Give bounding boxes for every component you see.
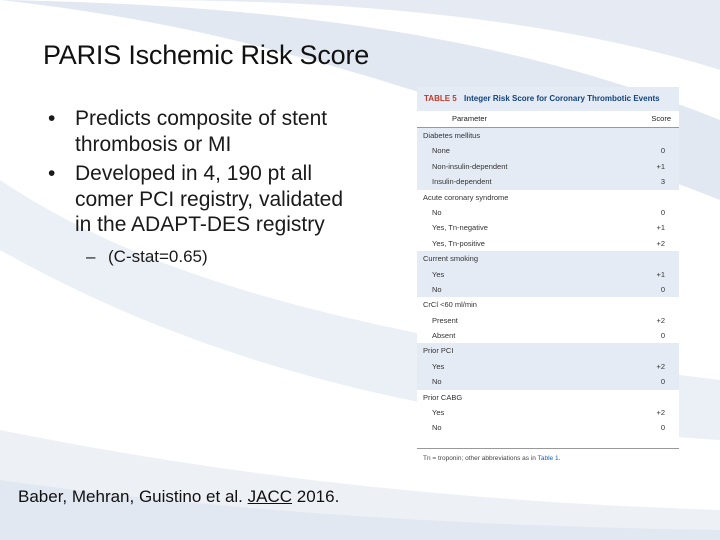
row-label: Prior PCI: [423, 346, 454, 356]
row-label: Acute coronary syndrome: [423, 192, 509, 202]
row-score: +1: [656, 223, 665, 233]
row-score: +2: [656, 361, 665, 371]
table-group-row: [417, 190, 679, 205]
risk-score-table: [417, 87, 679, 471]
table-label: TABLE 5: [424, 94, 457, 103]
row-label: No: [432, 423, 442, 433]
bullet-item: [48, 106, 348, 157]
bullet-marker: •: [48, 162, 56, 185]
table-body: [417, 128, 679, 436]
citation-journal: JACC: [247, 487, 293, 506]
row-label: No: [432, 207, 442, 217]
table-group-row: [417, 251, 679, 266]
row-score: 0: [660, 146, 665, 156]
table-header: [417, 87, 679, 111]
column-header-parameter: Parameter: [452, 114, 488, 123]
row-score: +2: [656, 408, 665, 418]
table-row: [417, 405, 679, 420]
row-label: No: [432, 377, 442, 387]
table-row: [417, 267, 679, 282]
row-score: +2: [656, 315, 665, 325]
sub-bullet-text: (C-stat=0.65): [108, 246, 208, 266]
table-row: [417, 420, 679, 435]
citation-authors: Baber, Mehran, Guistino et al.: [18, 487, 248, 506]
table-row: [417, 174, 679, 189]
row-label: No: [432, 284, 442, 294]
row-score: 0: [660, 207, 665, 217]
sub-bullet-item: [48, 246, 348, 268]
row-label: Yes: [432, 408, 445, 418]
row-label: CrCl <60 ml/min: [423, 300, 477, 310]
table-group-row: [417, 390, 679, 405]
bullet-text: Developed in 4, 190 pt all comer PCI registry, validated in the ADAPT-DES registry: [75, 162, 344, 236]
row-label: Yes: [432, 269, 445, 279]
row-score: 0: [660, 423, 665, 433]
slide-title: PARIS Ischemic Risk Score: [43, 40, 370, 70]
table-group-row: [417, 343, 679, 358]
row-label: Insulin-dependent: [432, 177, 492, 187]
row-score: 0: [660, 377, 665, 387]
table-row: [417, 236, 679, 251]
row-score: 0: [660, 284, 665, 294]
table-group-row: [417, 297, 679, 312]
row-score: +1: [656, 269, 665, 279]
row-score: +1: [656, 161, 665, 171]
row-score: 0: [660, 331, 665, 341]
table-column-headers: [417, 111, 679, 128]
table-row: [417, 374, 679, 389]
row-label: Absent: [432, 331, 456, 341]
row-label: Prior CABG: [423, 392, 463, 402]
table-row: [417, 359, 679, 374]
row-label: Diabetes mellitus: [423, 131, 481, 140]
bullet-text: Predicts composite of stent thrombosis or MI: [75, 107, 328, 156]
footnote-text: Tn = troponin; other abbreviations as in: [423, 454, 538, 462]
row-label: Yes, Tn-negative: [432, 223, 488, 233]
row-score: 3: [660, 177, 665, 187]
table-group-row: [417, 128, 679, 143]
column-header-score: Score: [651, 114, 671, 123]
table-row: [417, 143, 679, 158]
row-score: +2: [656, 238, 665, 248]
footnote-end: .: [558, 454, 561, 462]
bullet-marker: •: [48, 107, 56, 130]
table-row: [417, 159, 679, 174]
citation-year: 2016.: [292, 487, 340, 506]
row-label: Yes, Tn-positive: [432, 238, 485, 248]
row-label: Current smoking: [423, 254, 479, 264]
row-label: Yes: [432, 361, 445, 371]
row-label: None: [432, 146, 450, 156]
citation: [18, 487, 339, 507]
bullet-list: [48, 106, 348, 268]
sub-bullet-marker: –: [86, 246, 96, 266]
table-row: [417, 282, 679, 297]
row-label: Present: [432, 315, 458, 325]
table-row: [417, 313, 679, 328]
table-footnote: [417, 448, 679, 462]
row-label: Non-insulin-dependent: [432, 161, 508, 171]
table-row: [417, 205, 679, 220]
table-row: [417, 328, 679, 343]
footnote-reference: Table 1: [537, 454, 559, 462]
table-row: [417, 220, 679, 235]
bullet-item: [48, 161, 348, 238]
table-caption: Integer Risk Score for Coronary Thrombotic Events: [463, 94, 660, 103]
